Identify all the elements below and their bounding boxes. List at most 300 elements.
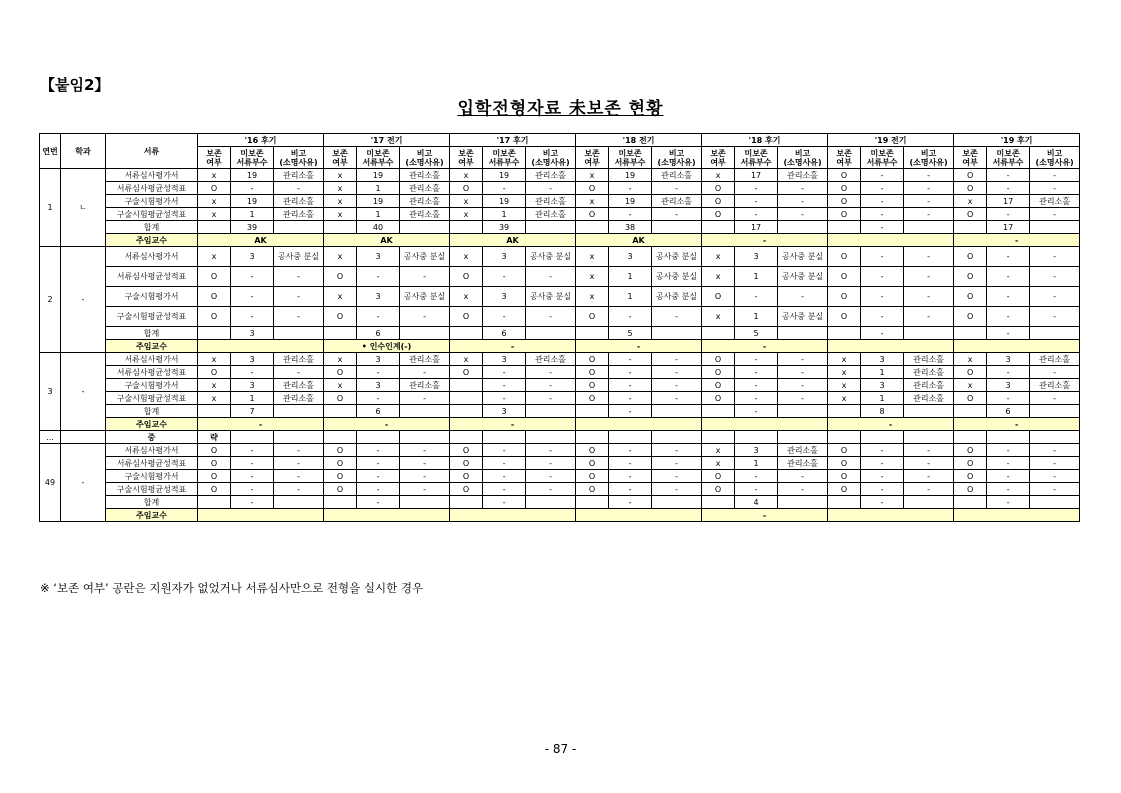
reason-note: - bbox=[652, 366, 702, 379]
keep-status: O bbox=[954, 287, 987, 307]
reason-note: 공사중 분실 bbox=[400, 247, 450, 267]
ellipsis-blank-cell bbox=[231, 431, 274, 444]
keep-status: x bbox=[450, 195, 483, 208]
missing-count: - bbox=[987, 287, 1030, 307]
missing-count: 3 bbox=[357, 247, 400, 267]
sum-blank-cell bbox=[954, 327, 987, 340]
sum-blank-cell bbox=[198, 221, 231, 234]
sub-header-note bbox=[778, 147, 828, 169]
missing-count: - bbox=[483, 444, 526, 457]
sum-value: 17 bbox=[735, 221, 778, 234]
reason-note: - bbox=[400, 470, 450, 483]
table-row bbox=[40, 182, 1080, 195]
keep-status: O bbox=[702, 470, 735, 483]
keep-status: O bbox=[954, 470, 987, 483]
sum-value: - bbox=[861, 327, 904, 340]
sum-blank-cell bbox=[778, 221, 828, 234]
sub-header-note-line1: 비고 bbox=[290, 148, 307, 158]
keep-status: O bbox=[576, 307, 609, 327]
keep-status: O bbox=[828, 444, 861, 457]
missing-count: 1 bbox=[483, 208, 526, 221]
reason-note: 관리소홀 bbox=[904, 379, 954, 392]
missing-count: 3 bbox=[987, 353, 1030, 366]
keep-status: x bbox=[576, 169, 609, 182]
keep-status: O bbox=[702, 366, 735, 379]
sum-blank-cell bbox=[954, 405, 987, 418]
missing-count: 1 bbox=[609, 287, 652, 307]
professor-value: - bbox=[702, 340, 828, 353]
sum-blank-cell bbox=[400, 405, 450, 418]
professor-label: 주임교수 bbox=[106, 509, 198, 522]
keep-status: x bbox=[324, 182, 357, 195]
sub-header-missing-line2: 서류부수 bbox=[362, 157, 394, 167]
missing-count: - bbox=[609, 307, 652, 327]
sub-header-missing-line2: 서류부수 bbox=[740, 157, 772, 167]
keep-status: O bbox=[324, 444, 357, 457]
missing-count: - bbox=[735, 483, 778, 496]
reason-note: 공사중 분실 bbox=[526, 287, 576, 307]
sum-blank-cell bbox=[526, 221, 576, 234]
ellipsis-dept bbox=[61, 431, 106, 444]
missing-count: 3 bbox=[483, 353, 526, 366]
reason-note: 관리소홀 bbox=[400, 379, 450, 392]
reason-note: 공사중 분실 bbox=[526, 247, 576, 267]
missing-count: - bbox=[861, 208, 904, 221]
missing-count: - bbox=[861, 444, 904, 457]
reason-note: - bbox=[904, 483, 954, 496]
reason-note: 관리소홀 bbox=[652, 195, 702, 208]
missing-count: - bbox=[735, 353, 778, 366]
status-table bbox=[39, 133, 1080, 522]
sub-header-note-line2: (소명사유) bbox=[1035, 157, 1074, 167]
ellipsis-blank-cell bbox=[652, 431, 702, 444]
keep-status: O bbox=[828, 457, 861, 470]
keep-status: O bbox=[450, 182, 483, 195]
missing-count: - bbox=[987, 307, 1030, 327]
sum-blank-cell bbox=[652, 496, 702, 509]
missing-count: 19 bbox=[609, 195, 652, 208]
keep-status: O bbox=[198, 287, 231, 307]
table-row bbox=[40, 483, 1080, 496]
keep-status: O bbox=[450, 307, 483, 327]
sum-blank-cell bbox=[274, 327, 324, 340]
sub-header-missing-line1: 미보존 bbox=[618, 148, 642, 158]
keep-status: O bbox=[828, 208, 861, 221]
professor-value: AK bbox=[576, 234, 702, 247]
table-row bbox=[40, 392, 1080, 405]
keep-status: x bbox=[324, 287, 357, 307]
sub-header-keep bbox=[198, 147, 231, 169]
sub-header-keep-line1: 보존 bbox=[836, 148, 852, 158]
sub-header-missing-line1: 미보존 bbox=[870, 148, 894, 158]
sum-blank-cell bbox=[778, 496, 828, 509]
missing-count: 3 bbox=[987, 379, 1030, 392]
keep-status: O bbox=[828, 195, 861, 208]
missing-count: - bbox=[861, 287, 904, 307]
keep-status: O bbox=[198, 444, 231, 457]
sum-blank-cell bbox=[576, 496, 609, 509]
reason-note: - bbox=[1030, 169, 1080, 182]
sub-header-note bbox=[1030, 147, 1080, 169]
term-header: '18 전기 bbox=[576, 134, 702, 147]
reason-note: - bbox=[1030, 182, 1080, 195]
sum-value: 3 bbox=[231, 327, 274, 340]
reason-note: - bbox=[652, 392, 702, 405]
sub-header-keep-line1: 보존 bbox=[962, 148, 978, 158]
reason-note: 관리소홀 bbox=[904, 366, 954, 379]
row-number: 1 bbox=[40, 169, 61, 247]
document-name: 구술시험평가서 bbox=[106, 470, 198, 483]
reason-note: 관리소홀 bbox=[904, 353, 954, 366]
missing-count: - bbox=[861, 247, 904, 267]
reason-note: 관리소홀 bbox=[526, 353, 576, 366]
reason-note: - bbox=[1030, 483, 1080, 496]
missing-count: 1 bbox=[861, 366, 904, 379]
missing-count: - bbox=[861, 267, 904, 287]
reason-note: - bbox=[652, 182, 702, 195]
missing-count: 1 bbox=[735, 457, 778, 470]
missing-count: - bbox=[231, 483, 274, 496]
document-name: 서류심사평균성적표 bbox=[106, 267, 198, 287]
missing-count: - bbox=[609, 392, 652, 405]
keep-status: O bbox=[324, 457, 357, 470]
document-name: 구술시험평균성적표 bbox=[106, 307, 198, 327]
sum-blank-cell bbox=[450, 221, 483, 234]
reason-note: 공사중 분실 bbox=[400, 287, 450, 307]
document-name: 서류심사평가서 bbox=[106, 247, 198, 267]
keep-status: O bbox=[324, 392, 357, 405]
row-number: 49 bbox=[40, 444, 61, 522]
missing-count: - bbox=[735, 287, 778, 307]
sub-header-missing-line1: 미보존 bbox=[240, 148, 264, 158]
reason-note: - bbox=[778, 353, 828, 366]
sum-blank-cell bbox=[1030, 496, 1080, 509]
missing-count: - bbox=[987, 457, 1030, 470]
sum-value: - bbox=[609, 496, 652, 509]
reason-note: - bbox=[1030, 444, 1080, 457]
ellipsis-row bbox=[40, 431, 1080, 444]
sum-value: - bbox=[483, 496, 526, 509]
ellipsis-blank-cell bbox=[400, 431, 450, 444]
keep-status: x bbox=[828, 353, 861, 366]
reason-note: 관리소홀 bbox=[274, 169, 324, 182]
reason-note: 관리소홀 bbox=[526, 169, 576, 182]
sub-header-keep-line2: 여부 bbox=[710, 157, 726, 167]
keep-status: O bbox=[828, 267, 861, 287]
keep-status: x bbox=[198, 247, 231, 267]
sum-value: 6 bbox=[987, 405, 1030, 418]
sum-row bbox=[40, 405, 1080, 418]
professor-value: - bbox=[450, 340, 576, 353]
reason-note: 관리소홀 bbox=[526, 195, 576, 208]
ellipsis-blank-cell bbox=[861, 431, 904, 444]
missing-count: 19 bbox=[357, 169, 400, 182]
reason-note: 관리소홀 bbox=[778, 457, 828, 470]
dept-name: ㄴ bbox=[61, 169, 106, 247]
sum-label: 합계 bbox=[106, 496, 198, 509]
missing-count: - bbox=[861, 182, 904, 195]
professor-value bbox=[828, 509, 954, 522]
reason-note: 관리소홀 bbox=[274, 379, 324, 392]
keep-status: O bbox=[576, 483, 609, 496]
reason-note: - bbox=[778, 287, 828, 307]
professor-value: - bbox=[702, 234, 828, 247]
keep-status: O bbox=[702, 392, 735, 405]
missing-count: - bbox=[231, 470, 274, 483]
term-header: '19 후기 bbox=[954, 134, 1080, 147]
professor-value: - bbox=[324, 418, 450, 431]
sub-header-keep-line2: 여부 bbox=[206, 157, 222, 167]
reason-note: - bbox=[778, 195, 828, 208]
sum-blank-cell bbox=[702, 496, 735, 509]
keep-status: O bbox=[828, 287, 861, 307]
reason-note: 관리소홀 bbox=[778, 169, 828, 182]
professor-value bbox=[954, 509, 1080, 522]
missing-count: 3 bbox=[609, 247, 652, 267]
sub-header-missing-line2: 서류부수 bbox=[236, 157, 268, 167]
missing-count: - bbox=[609, 353, 652, 366]
sum-blank-cell bbox=[450, 496, 483, 509]
professor-value: AK bbox=[324, 234, 450, 247]
reason-note: - bbox=[526, 483, 576, 496]
sum-value: 17 bbox=[987, 221, 1030, 234]
missing-count: - bbox=[987, 470, 1030, 483]
reason-note: - bbox=[652, 470, 702, 483]
missing-count: - bbox=[861, 169, 904, 182]
sub-header-note bbox=[274, 147, 324, 169]
sum-value: 38 bbox=[609, 221, 652, 234]
reason-note: - bbox=[400, 483, 450, 496]
keep-status: x bbox=[324, 169, 357, 182]
missing-count: - bbox=[735, 195, 778, 208]
reason-note: - bbox=[274, 287, 324, 307]
missing-count: 3 bbox=[861, 379, 904, 392]
document-name: 서류심사평균성적표 bbox=[106, 457, 198, 470]
keep-status: x bbox=[324, 208, 357, 221]
reason-note: - bbox=[274, 457, 324, 470]
keep-status: O bbox=[954, 307, 987, 327]
sum-blank-cell bbox=[828, 496, 861, 509]
reason-note: - bbox=[274, 444, 324, 457]
sub-header-missing-line2: 서류부수 bbox=[992, 157, 1024, 167]
document-name: 구술시험평가서 bbox=[106, 379, 198, 392]
sub-header-missing bbox=[357, 147, 400, 169]
keep-status: x bbox=[576, 195, 609, 208]
sub-header-keep-line2: 여부 bbox=[962, 157, 978, 167]
keep-status: O bbox=[954, 457, 987, 470]
footnote: ※ ‘보존 여부’ 공란은 지원자가 없었거나 서류심사만으로 전형을 실시한 경우 bbox=[40, 581, 424, 595]
missing-count: 3 bbox=[231, 379, 274, 392]
keep-status: x bbox=[450, 247, 483, 267]
ellipsis-blank-cell bbox=[609, 431, 652, 444]
reason-note: - bbox=[526, 267, 576, 287]
col-header-doc: 서류 bbox=[106, 134, 198, 169]
sub-header-missing-line2: 서류부수 bbox=[866, 157, 898, 167]
sum-blank-cell bbox=[400, 327, 450, 340]
keep-status: O bbox=[324, 470, 357, 483]
keep-status: O bbox=[576, 457, 609, 470]
sum-value: 5 bbox=[735, 327, 778, 340]
reason-note: 관리소홀 bbox=[400, 353, 450, 366]
missing-count: - bbox=[357, 457, 400, 470]
table-row bbox=[40, 470, 1080, 483]
reason-note: - bbox=[526, 366, 576, 379]
professor-value: - bbox=[702, 509, 828, 522]
missing-count: 1 bbox=[357, 182, 400, 195]
missing-count: - bbox=[357, 307, 400, 327]
sub-header-missing bbox=[609, 147, 652, 169]
missing-count: 19 bbox=[609, 169, 652, 182]
sum-blank-cell bbox=[828, 221, 861, 234]
reason-note: - bbox=[904, 195, 954, 208]
reason-note: - bbox=[652, 379, 702, 392]
dept-name: - bbox=[61, 247, 106, 353]
keep-status: O bbox=[198, 483, 231, 496]
professor-value bbox=[450, 509, 576, 522]
keep-status: O bbox=[198, 470, 231, 483]
document-name: 구술시험평가서 bbox=[106, 195, 198, 208]
missing-count: - bbox=[357, 267, 400, 287]
ellipsis-blank-cell bbox=[483, 431, 526, 444]
missing-count: - bbox=[609, 483, 652, 496]
reason-note: - bbox=[904, 287, 954, 307]
keep-status: x bbox=[450, 208, 483, 221]
reason-note: - bbox=[400, 392, 450, 405]
sum-value: 6 bbox=[357, 405, 400, 418]
sum-value: 8 bbox=[861, 405, 904, 418]
missing-count: - bbox=[609, 182, 652, 195]
missing-count: - bbox=[357, 483, 400, 496]
missing-count: - bbox=[231, 444, 274, 457]
missing-count: 17 bbox=[987, 195, 1030, 208]
sum-blank-cell bbox=[198, 496, 231, 509]
sub-header-keep-line1: 보존 bbox=[332, 148, 348, 158]
keep-status: O bbox=[324, 267, 357, 287]
reason-note: - bbox=[1030, 457, 1080, 470]
missing-count: 19 bbox=[483, 169, 526, 182]
keep-status: x bbox=[450, 169, 483, 182]
sub-header-keep bbox=[324, 147, 357, 169]
ellipsis-label: 중 bbox=[106, 431, 198, 444]
missing-count: 3 bbox=[231, 247, 274, 267]
page-title: 입학전형자료 未보존 현황 bbox=[457, 99, 664, 119]
missing-count: - bbox=[483, 182, 526, 195]
reason-note: - bbox=[400, 366, 450, 379]
ellipsis-blank-cell bbox=[576, 431, 609, 444]
professor-value: - bbox=[954, 418, 1080, 431]
reason-note: - bbox=[904, 470, 954, 483]
sub-header-keep bbox=[450, 147, 483, 169]
keep-status: O bbox=[954, 267, 987, 287]
missing-count: 3 bbox=[735, 247, 778, 267]
reason-note: 관리소홀 bbox=[1030, 195, 1080, 208]
reason-note: - bbox=[400, 307, 450, 327]
table-row bbox=[40, 444, 1080, 457]
ellipsis-no: ... bbox=[40, 431, 61, 444]
sum-value: 4 bbox=[735, 496, 778, 509]
reason-note: 공사중 분실 bbox=[778, 247, 828, 267]
reason-note: 관리소홀 bbox=[526, 208, 576, 221]
ellipsis-blank-cell bbox=[450, 431, 483, 444]
reason-note: 관리소홀 bbox=[400, 169, 450, 182]
sum-value: - bbox=[861, 221, 904, 234]
table-row bbox=[40, 195, 1080, 208]
reason-note: 관리소홀 bbox=[904, 392, 954, 405]
reason-note: - bbox=[526, 182, 576, 195]
keep-status: O bbox=[954, 366, 987, 379]
sub-header-keep bbox=[576, 147, 609, 169]
sum-label: 합계 bbox=[106, 327, 198, 340]
sub-header-note-line2: (소명사유) bbox=[783, 157, 822, 167]
reason-note: - bbox=[904, 307, 954, 327]
sub-header-keep-line2: 여부 bbox=[836, 157, 852, 167]
sub-header-missing-line2: 서류부수 bbox=[614, 157, 646, 167]
keep-status: x bbox=[198, 353, 231, 366]
keep-status: x bbox=[702, 169, 735, 182]
sum-blank-cell bbox=[450, 327, 483, 340]
sum-blank-cell bbox=[702, 405, 735, 418]
sub-header-missing bbox=[987, 147, 1030, 169]
missing-count: - bbox=[609, 457, 652, 470]
missing-count: - bbox=[987, 169, 1030, 182]
sum-blank-cell bbox=[652, 327, 702, 340]
professor-value bbox=[198, 509, 324, 522]
sub-header-keep bbox=[828, 147, 861, 169]
keep-status: O bbox=[198, 182, 231, 195]
reason-note: - bbox=[904, 247, 954, 267]
missing-count: - bbox=[987, 444, 1030, 457]
document-name: 구술시험평균성적표 bbox=[106, 483, 198, 496]
keep-status: O bbox=[450, 444, 483, 457]
keep-status: O bbox=[954, 247, 987, 267]
keep-status: x bbox=[198, 195, 231, 208]
sum-blank-cell bbox=[954, 221, 987, 234]
keep-status: O bbox=[576, 353, 609, 366]
sub-header-note-line1: 비고 bbox=[920, 148, 937, 158]
missing-count: - bbox=[735, 379, 778, 392]
table-row bbox=[40, 208, 1080, 221]
sub-header-note-line1: 비고 bbox=[668, 148, 685, 158]
professor-row bbox=[40, 418, 1080, 431]
sum-blank-cell bbox=[904, 327, 954, 340]
missing-count: - bbox=[987, 366, 1030, 379]
missing-count: 19 bbox=[231, 169, 274, 182]
sum-blank-cell bbox=[400, 221, 450, 234]
missing-count: - bbox=[231, 457, 274, 470]
reason-note: 관리소홀 bbox=[274, 353, 324, 366]
sum-label: 합계 bbox=[106, 221, 198, 234]
professor-row bbox=[40, 234, 1080, 247]
missing-count: - bbox=[609, 379, 652, 392]
sub-header-keep-line1: 보존 bbox=[710, 148, 726, 158]
reason-note: 관리소홀 bbox=[274, 208, 324, 221]
sum-value: - bbox=[231, 496, 274, 509]
reason-note: - bbox=[526, 444, 576, 457]
reason-note: - bbox=[778, 392, 828, 405]
keep-status: O bbox=[450, 470, 483, 483]
keep-status: O bbox=[702, 287, 735, 307]
professor-label: 주임교수 bbox=[106, 340, 198, 353]
sum-blank-cell bbox=[324, 327, 357, 340]
ellipsis-blank-cell bbox=[954, 431, 987, 444]
sum-blank-cell bbox=[904, 221, 954, 234]
reason-note: - bbox=[652, 353, 702, 366]
reason-note: - bbox=[526, 392, 576, 405]
sub-header-missing-line1: 미보존 bbox=[744, 148, 768, 158]
missing-count: - bbox=[231, 267, 274, 287]
annex-label: 【붙임2】 bbox=[40, 76, 110, 94]
missing-count: - bbox=[231, 307, 274, 327]
